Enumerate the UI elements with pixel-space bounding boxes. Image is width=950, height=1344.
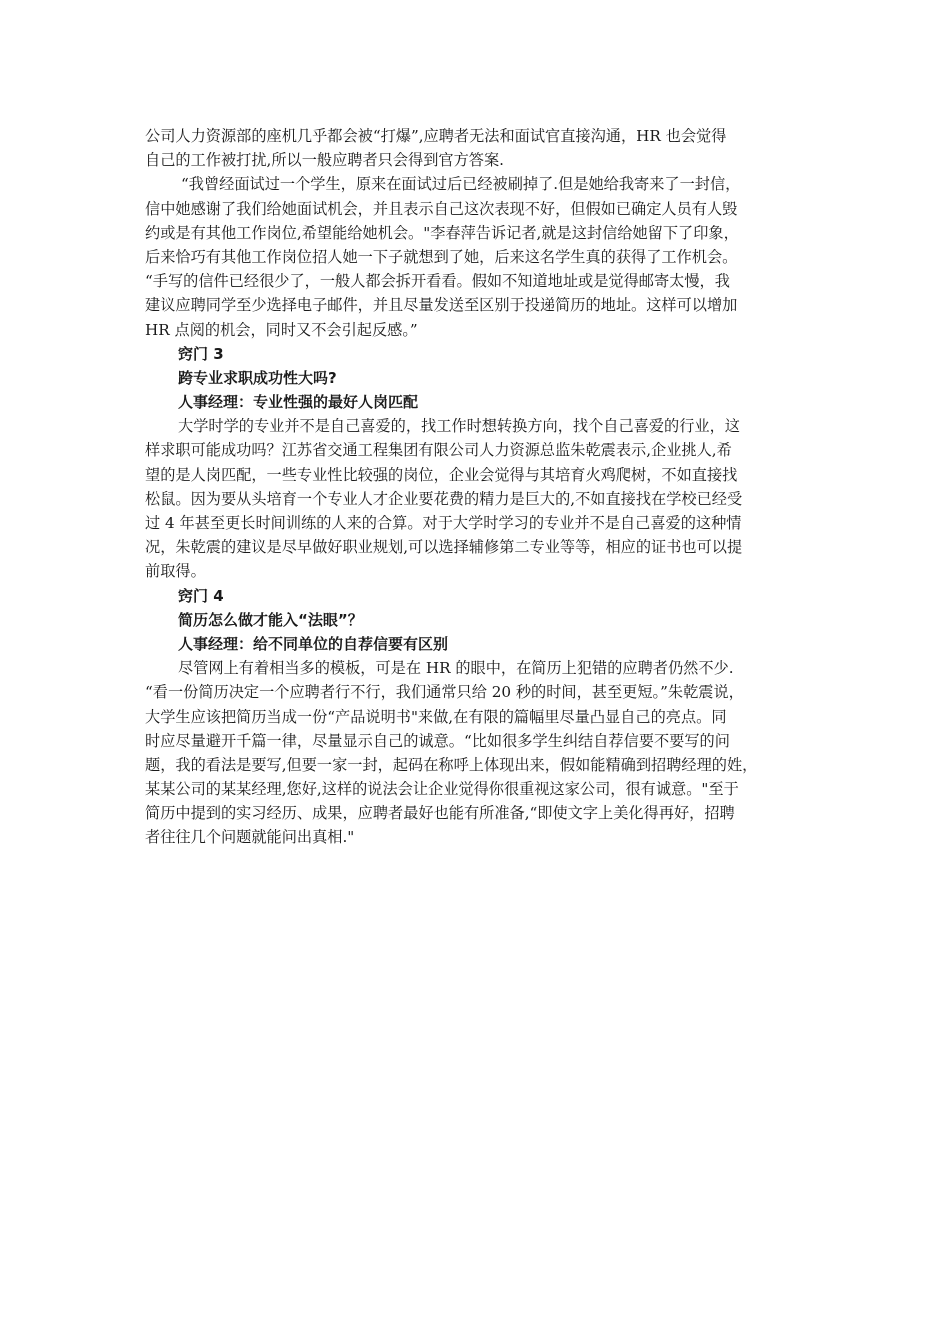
text-line: 建议应聘同学至少选择电子邮件，并且尽量发送至区别于投递简历的地址。这样可以增加 (145, 296, 738, 315)
section-heading: 人事经理：给不同单位的自荐信要有区别 (178, 634, 449, 653)
text-line: 望的是人岗匹配，一些专业性比较强的岗位，企业会觉得与其培育火鸡爬树，不如直接找 (145, 465, 738, 484)
text-line: 简历中提到的实习经历、成果，应聘者最好也能有所准备,“即使文字上美化得再好，招聘 (145, 804, 735, 823)
text-line: 尽管网上有着相当多的模板，可是在 HR 的眼中，在简历上犯错的应聘者仍然不少. (178, 659, 734, 678)
text-line: 前取得。 (145, 562, 206, 581)
text-line: 时应尽量避开千篇一律，尽量显示自己的诚意。“比如很多学生纠结自荐信要不要写的问 (145, 731, 730, 750)
text-line: “我曾经面试过一个学生，原来在面试过后已经被刷掉了.但是她给我寄来了一封信， (181, 175, 741, 194)
section-heading: 人事经理：专业性强的最好人岗匹配 (178, 393, 419, 412)
section-heading: 窍门 4 (178, 586, 224, 605)
text-line: 信中她感谢了我们给她面试机会，并且表示自己这次表现不好，但假如已确定人员有人毁 (145, 199, 738, 218)
document-body (145, 124, 810, 850)
text-line: 松鼠。因为要从头培育一个专业人才企业要花费的精力是巨大的,不如直接找在学校已经受 (145, 489, 743, 508)
text-line: 约或是有其他工作岗位,希望能给她机会。"李春萍告诉记者,就是这封信给她留下了印象， (145, 223, 739, 242)
text-line: HR 点阅的机会，同时又不会引起反感。” (145, 320, 418, 339)
text-line: 者往往几个问题就能问出真相." (145, 828, 355, 847)
section-heading: 跨专业求职成功性大吗? (178, 368, 337, 387)
section-heading: 窍门 3 (178, 344, 224, 363)
text-line: 大学时学的专业并不是自己喜爱的，找工作时想转换方向，找个自己喜爱的行业，这 (178, 417, 740, 436)
text-line: 况，朱乾震的建议是尽早做好职业规划,可以选择辅修第二专业等等，相应的证书也可以提 (145, 538, 743, 557)
text-line: 样求职可能成功吗？江苏省交通工程集团有限公司人力资源总监朱乾震表示,企业挑人,希 (145, 441, 732, 460)
text-line: 自己的工作被打扰,所以一般应聘者只会得到官方答案. (145, 151, 504, 170)
text-line: 公司人力资源部的座机几乎都会被“打爆”,应聘者无法和面试官直接沟通，HR 也会觉得 (145, 127, 727, 145)
text-line: 过 4 年甚至更长时间训练的人来的合算。对于大学时学习的专业并不是自己喜爱的这种情 (145, 514, 742, 532)
section-heading: 简历怎么做才能入“法眼”？ (178, 610, 363, 629)
text-line: “看一份简历决定一个应聘者行不行，我们通常只给 20 秒的时间，甚至更短。”朱乾震说， (145, 683, 744, 702)
text-line: 某某公司的某某经理,您好,这样的说法会让企业觉得你很重视这家公司，很有诚意。"至于 (145, 780, 739, 799)
text-line: “手写的信件已经很少了，一般人都会拆开看看。假如不知道地址或是觉得邮寄太慢，我 (145, 272, 730, 291)
document-page (145, 124, 810, 850)
text-line: 大学生应该把简历当成一份“产品说明书"来做,在有限的篇幅里尽量凸显自己的亮点。同 (145, 707, 727, 726)
text-line: 题，我的看法是要写,但要一家一封，起码在称呼上体现出来，假如能精确到招聘经理的姓， (145, 755, 758, 774)
text-line: 后来恰巧有其他工作岗位招人她一下子就想到了她，后来这名学生真的获得了工作机会。 (145, 247, 738, 266)
